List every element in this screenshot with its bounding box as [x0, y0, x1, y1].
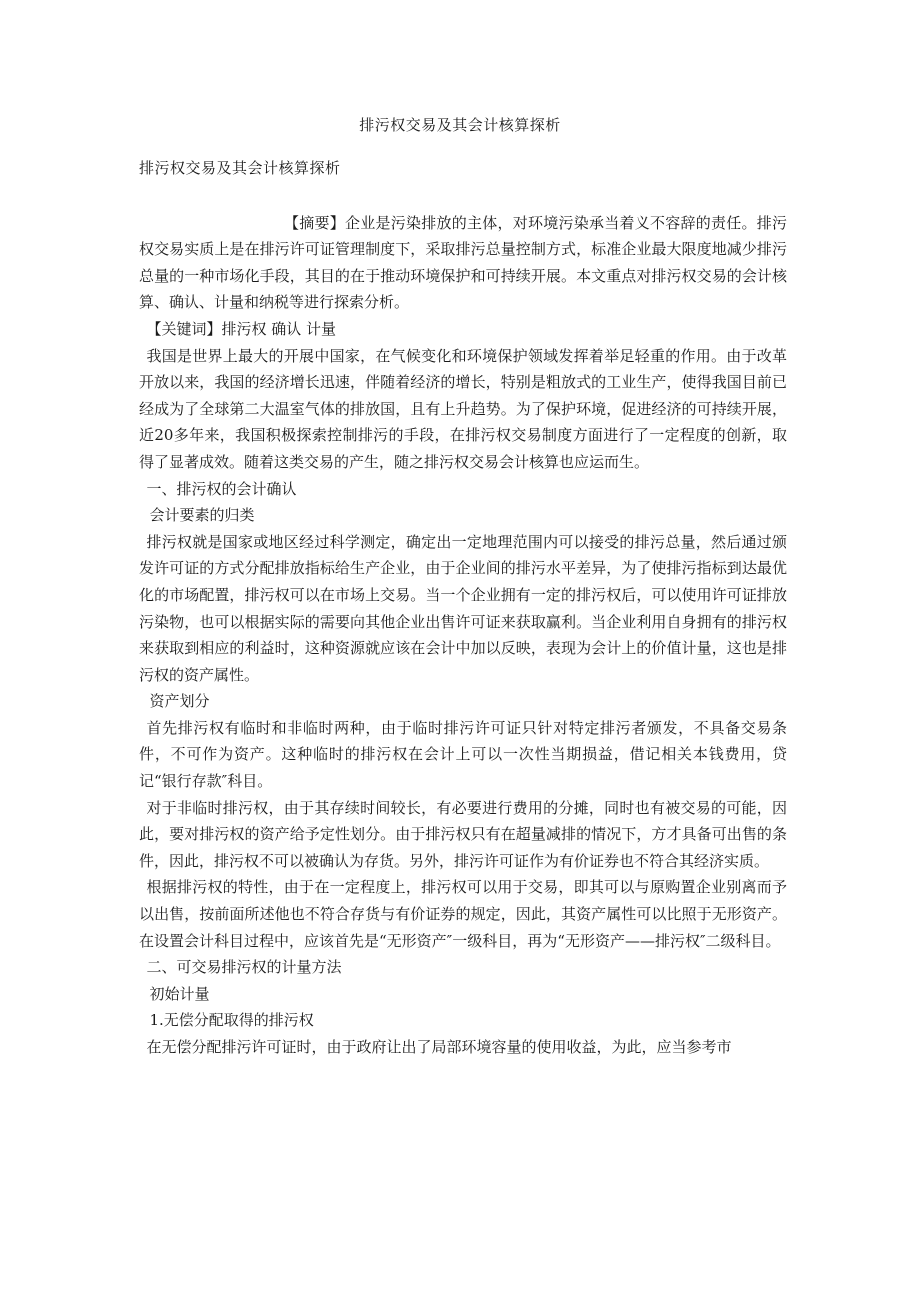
- document-title: 排污权交易及其会计核算探析: [359, 116, 561, 134]
- body-paragraph: 在无偿分配排污许可证时，由于政府让出了局部环境容量的使用收益，为此，应当参考市: [146, 1038, 732, 1056]
- body-paragraph: 首先排污权有临时和非临时两种，由于临时排污许可证只针对特定排污者颁发，不具备交易条件，不可作为资产。这种临时的排污权在会计上可以一次性当期损益，借记相关本钱费用，贷记“银行存款″科目。: [139, 718, 787, 791]
- item-heading: 1.无偿分配取得的排污权: [149, 1011, 314, 1030]
- subsection-heading: 会计要素的归类: [149, 506, 255, 525]
- abstract-paragraph: 【摘要】企业是污染排放的主体，对环境污染承当着义不容辞的责任。排污权交易实质上是在排污许可证管理制度下，采取排污总量控制方式，标准企业最大限度地减少排污总量的一种市场化手段，其目的在于推动环境保护和可持续开展。本文重点对排污权交易的会计核算、确认、计量和纳税等进行探索分析。: [139, 213, 787, 312]
- spacer: [139, 182, 787, 210]
- section-heading: 一、排污权的会计确认: [146, 479, 297, 498]
- body-paragraph: 根据排污权的特性，由于在一定程度上，排污权可以用于交易，即其可以与原购置企业别离而予以出售，按前面所述他也不符合存货与有价证券的规定，因此，其资产属性可以比照于无形资产。在设置会计科目过程中，应该首先是“无形资产″一级科目，再为“无形资产——排污权″二级科目。: [139, 878, 787, 950]
- body-paragraph: 排污权就是国家或地区经过科学测定，确定出一定地理范围内可以接受的排污总量，然后通过颁发许可证的方式分配排放指标给生产企业，由于企业间的排污水平差异，为了使排污指标到达最优化的市场配置，排污权可以在市场上交易。当一个企业拥有一定的排污权后，可以使用许可证排放污染物，也可以根据实际的需要向其他企业出售许可证来获取赢利。当企业利用自身拥有的排污权来获取到相应的利益时，这种资源就应该在会计中加以反映，表现为会计上的价值计量，这也是排污权的资产属性。: [139, 532, 787, 684]
- subsection-heading: 初始计量: [149, 984, 210, 1003]
- keywords-line: 【关键词】排污权 确认 计量: [146, 319, 337, 338]
- document-subtitle: 排污权交易及其会计核算探析: [139, 159, 341, 177]
- body-paragraph: 我国是世界上最大的开展中国家，在气候变化和环境保护领域发挥着举足轻重的作用。由于改革开放以来，我国的经济增长迅速，伴随着经济的增长，特别是粗放式的工业生产，使得我国目前已经成为了全球第二大温室气体的排放国，且有上升趋势。为了保护环境，促进经济的可持续开展，近20多年来，我国积极探索控制排污的手段，在排污权交易制度方面进行了一定程度的创新，取得了显著成效。随着这类交易的产生，随之排污权交易会计核算也应运而生。: [139, 346, 787, 471]
- body-paragraph: 对于非临时排污权，由于其存续时间较长，有必要进行费用的分摊，同时也有被交易的可能，因此，要对排污权的资产给予定性划分。由于排污权只有在超量减排的情况下，方才具备可出售的条件，因此，排污权不可以被确认为存货。另外，排污许可证作为有价证券也不符合其经济实质。: [139, 798, 787, 870]
- section-heading: 二、可交易排污权的计量方法: [146, 958, 342, 977]
- subsection-heading: 资产划分: [149, 692, 210, 711]
- document-body: [139, 155, 787, 1061]
